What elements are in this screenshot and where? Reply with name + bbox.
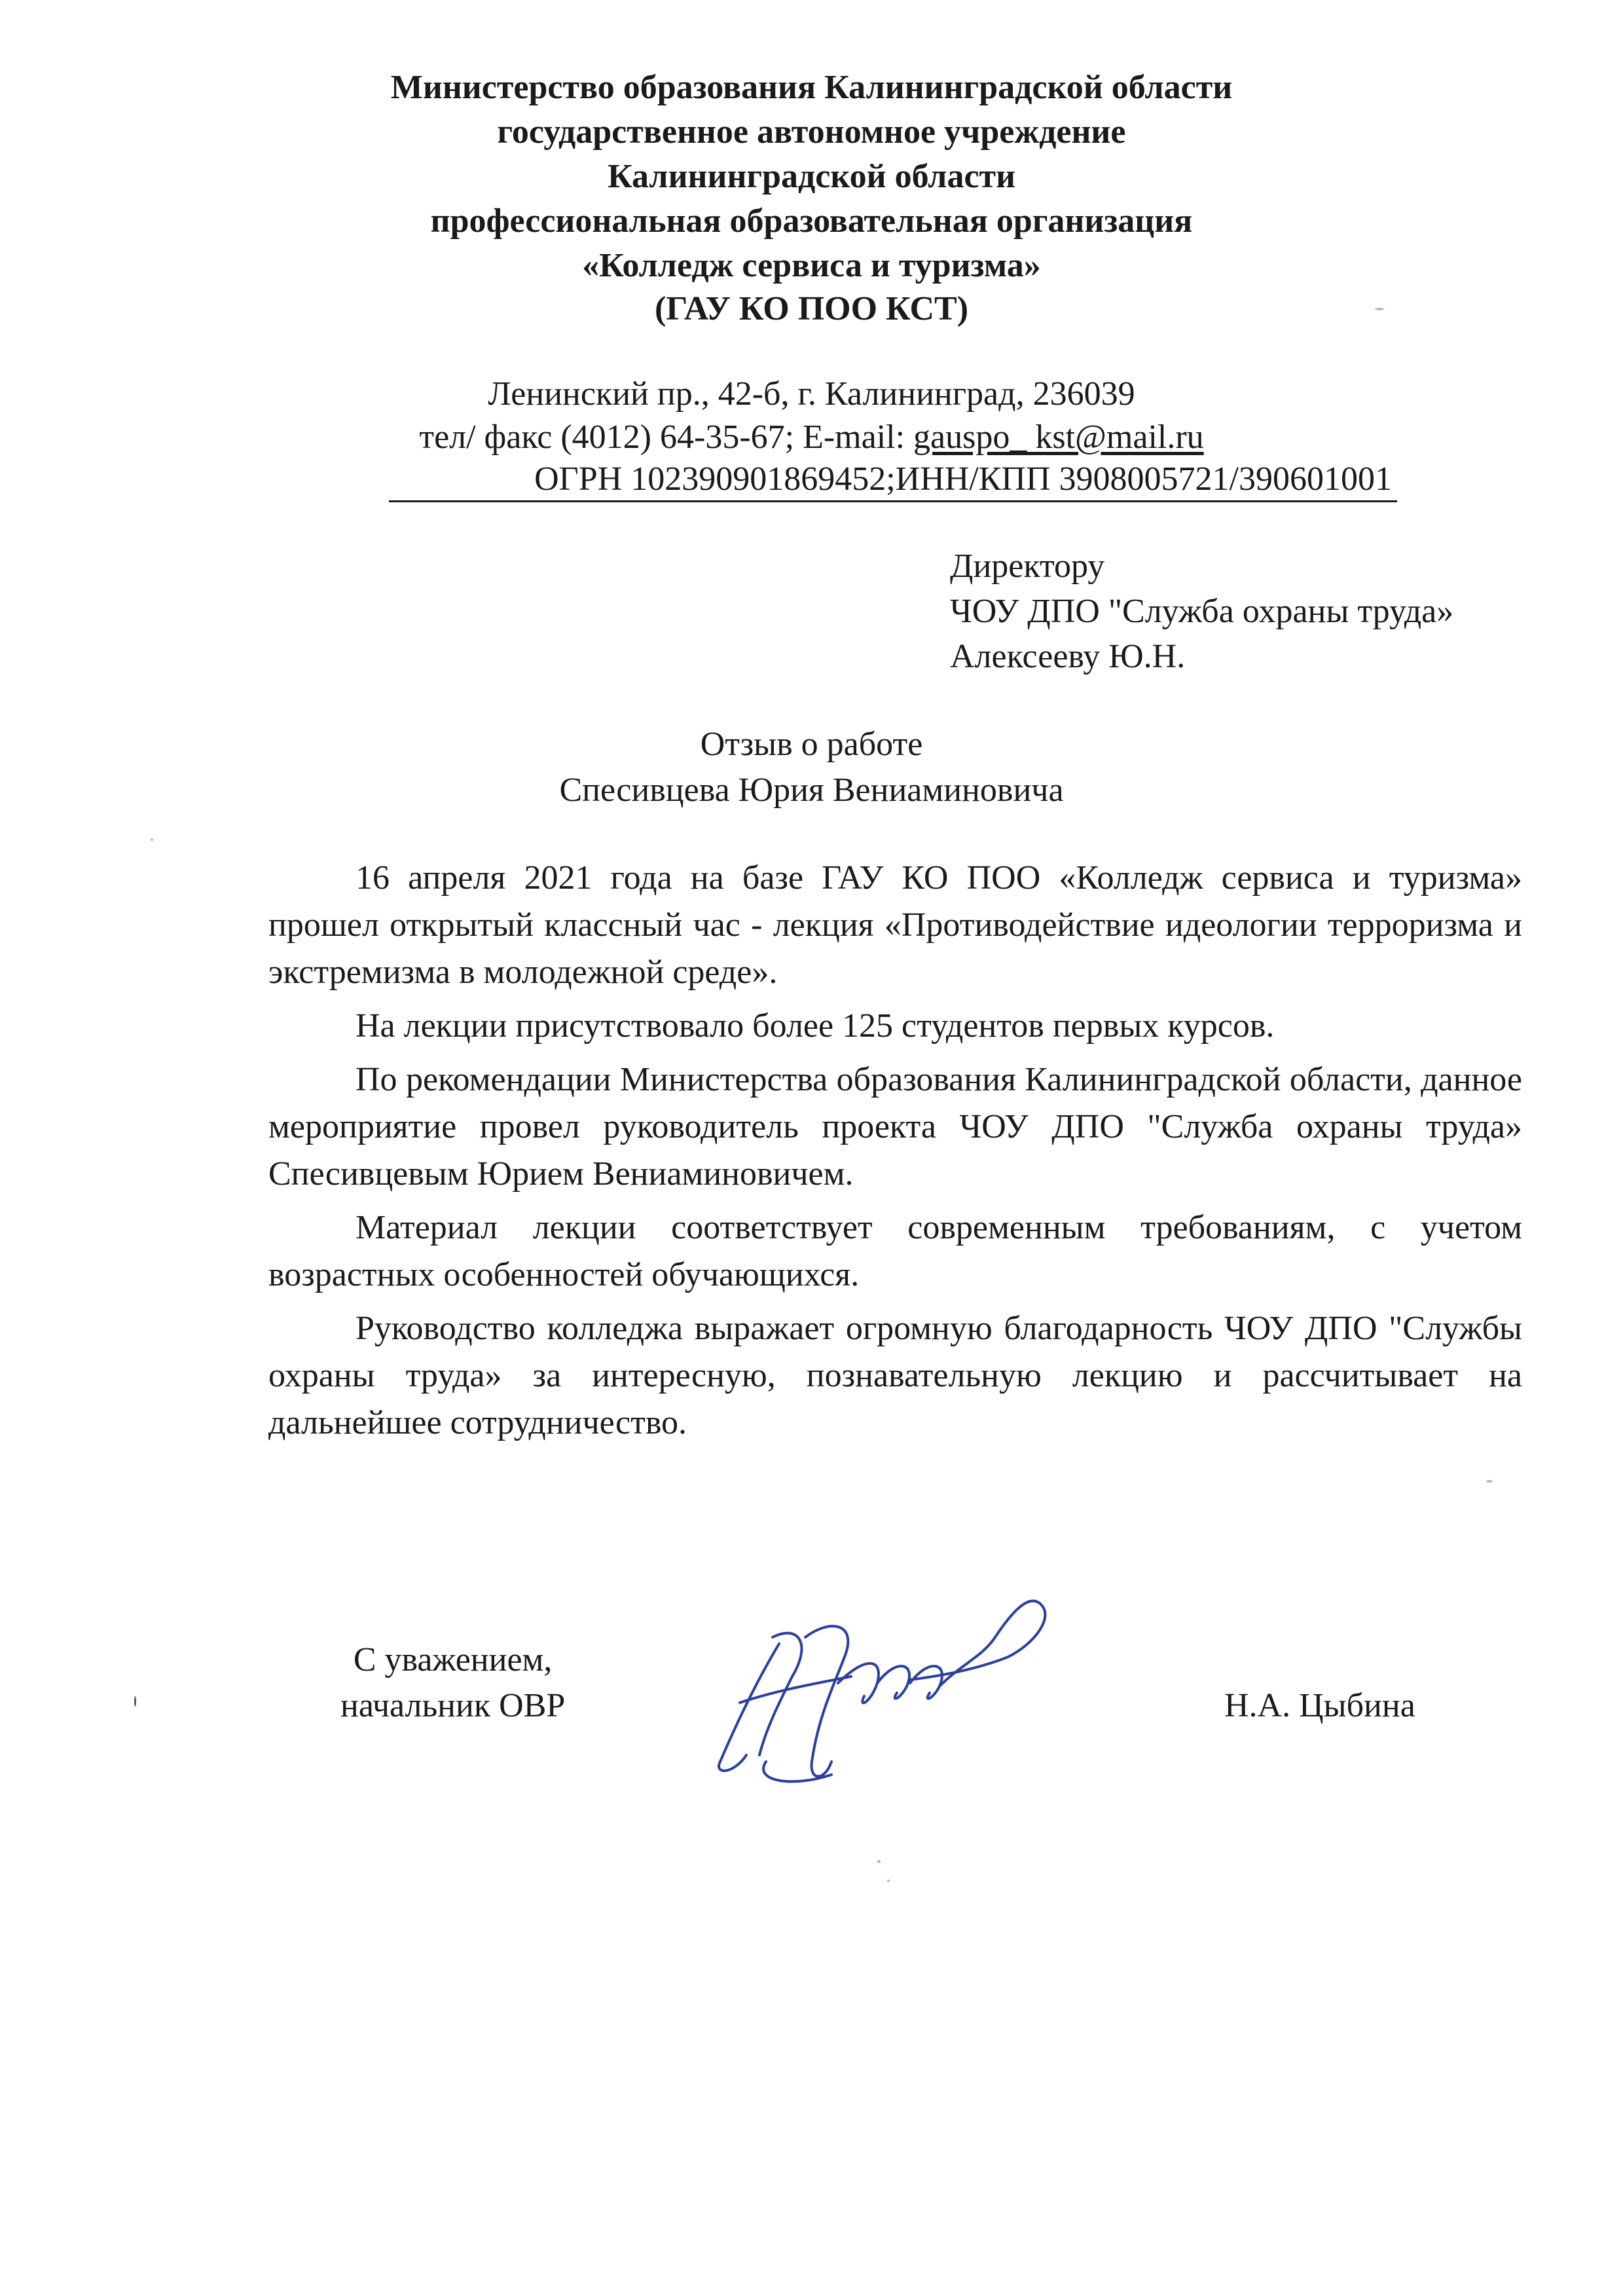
letter-body <box>268 855 1522 1453</box>
addressee-name: Алексееву Ю.Н. <box>950 638 1186 675</box>
letterhead-phone-email <box>0 417 1623 458</box>
scan-speck <box>1486 1480 1493 1483</box>
document-title: Отзыв о работе <box>700 726 923 763</box>
handwritten-signature <box>701 1565 1067 1801</box>
phone-fax-text: тел/ факс (4012) 64-35-67; E-mail: <box>419 418 914 456</box>
addressee-organization: ЧОУ ДПО "Служба охраны труда» <box>950 593 1454 630</box>
document-subject: Спесивцева Юрия Вениаминовича <box>559 771 1064 809</box>
scan-speck <box>877 1860 881 1863</box>
letterhead-abbreviation: (ГАУ КО ПОО КСТ) <box>654 290 969 327</box>
signatory-name: Н.А. Цыбина <box>1224 1687 1415 1724</box>
closing-regards: С уважением, <box>353 1641 553 1678</box>
letterhead-region: Калининградской области <box>607 158 1016 195</box>
letterhead-college-name: «Колледж сервиса и туризма» <box>582 247 1041 284</box>
scan-speck <box>151 838 153 841</box>
addressee-title: Директору <box>950 547 1105 585</box>
letterhead-address: Ленинский пр., 42-б, г. Калининград, 236039 <box>488 375 1135 413</box>
signatory-position: начальник ОВР <box>340 1687 566 1724</box>
body-paragraph: На лекции присутствовало более 125 студентов первых курсов. <box>356 1007 1275 1045</box>
scan-speck <box>1375 308 1384 310</box>
letterhead-registration: ОГРН 102390901869452;ИНН/КПП 3908005721/390601001 <box>389 458 1397 502</box>
body-paragraph: По рекомендации Министерства образования Калининградской области, данное мероприятие провел руководитель проекта ЧОУ ДПО "Служба охраны труда» Спесивцевым Юрием Вениаминовичем. <box>268 1061 1522 1193</box>
letterhead-ministry: Министерство образования Калининградской области <box>390 69 1233 106</box>
body-paragraph: Материал лекции соответствует современным требованиям, с учетом возрастных особенностей обучающихся. <box>268 1209 1522 1293</box>
body-paragraph: 16 апреля 2021 года на базе ГАУ КО ПОО «Колледж сервиса и туризма» прошел открытый классный час - лекция «Противодействие идеологии терроризма и экстремизма в молодежной среде». <box>268 859 1522 991</box>
letterhead-organization-type: профессиональная образовательная организация <box>430 202 1193 240</box>
addressee-block <box>950 544 1453 679</box>
email-link[interactable]: gauspo_ kst@mail.ru <box>913 418 1204 456</box>
closing-block <box>340 1637 565 1729</box>
scan-speck <box>134 1696 136 1707</box>
scan-speck <box>887 1879 890 1882</box>
body-paragraph: Руководство колледжа выражает огромную благодарность ЧОУ ДПО "Службы охраны труда» за интересную, познавательную лекцию и рассчитывает на дальнейшее сотрудничество. <box>268 1310 1522 1441</box>
letterhead-institution-type: государственное автономное учреждение <box>497 113 1126 151</box>
